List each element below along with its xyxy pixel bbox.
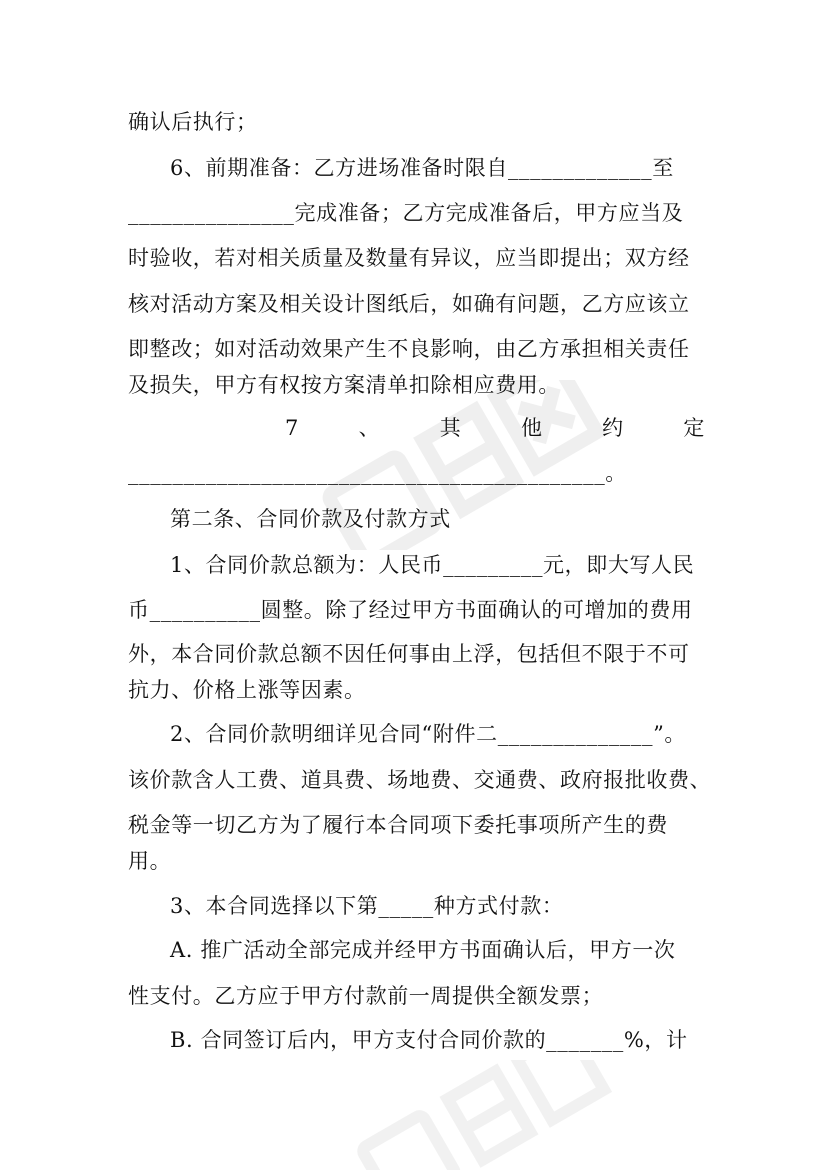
- text-line-19: 性支付。乙方应于甲方付款前一周提供全额发票；: [128, 984, 604, 1008]
- text-line-16: 用。: [128, 849, 172, 873]
- text-line-4: 时验收，若对相关质量及数量有异议，应当即提出；双方经: [128, 246, 690, 270]
- clause-7-char: 他: [520, 416, 543, 440]
- text-line-12: 抗力、价格上涨等因素。: [128, 678, 366, 702]
- text-line-1: 确认后执行；: [128, 110, 258, 134]
- watermark-logo-bottom: [330, 1060, 630, 1170]
- text-line-20: B. 合同签订后内，甲方支付合同价款的_______%，计: [170, 1028, 688, 1052]
- text-line-15: 税金等一切乙方为了履行本合同项下委托事项所产生的费: [128, 813, 668, 837]
- text-line-14: 该价款含人工费、道具费、场地费、交通费、政府报批收费、: [128, 768, 712, 792]
- text-line-9: 1、合同价款总额为：人民币_________元，即大写人民: [170, 553, 695, 577]
- text-line-11: 外，本合同价款总额不因任何事由上浮，包括但不限于不可: [128, 642, 690, 666]
- text-line-13: 2、合同价款明细详见合同“附件二______________”。: [170, 722, 687, 746]
- text-line-2: 6、前期准备：乙方进场准备时限自_____________至: [170, 156, 674, 180]
- text-line-3: _______________完成准备；乙方完成准备后，甲方应当及: [128, 201, 684, 225]
- article-2-heading: 第二条、合同价款及付款方式: [170, 507, 451, 531]
- text-line-8: ___________________________________________。: [128, 461, 627, 485]
- text-line-5: 核对活动方案及相关设计图纸后，如确有问题，乙方应该立: [128, 292, 690, 316]
- text-line-18: A. 推广活动全部完成并经甲方书面确认后，甲方一次: [170, 938, 676, 962]
- clause-7-char: 定: [683, 416, 705, 440]
- clause-7-char: 7: [285, 416, 299, 440]
- text-line-10: 币__________圆整。除了经过甲方书面确认的可增加的费用: [128, 598, 693, 622]
- text-line-7: 及损失，甲方有权按方案清单扣除相应费用。: [128, 373, 560, 397]
- text-line-6: 即整改；如对活动效果产生不良影响，由乙方承担相关责任: [128, 337, 690, 361]
- text-line-17: 3、本合同选择以下第_____种方式付款：: [170, 894, 564, 918]
- clause-7-heading: [285, 414, 705, 442]
- clause-7-char: 约: [602, 416, 624, 440]
- clause-7-char: 、: [358, 416, 381, 440]
- clause-7-char: 其: [439, 416, 462, 440]
